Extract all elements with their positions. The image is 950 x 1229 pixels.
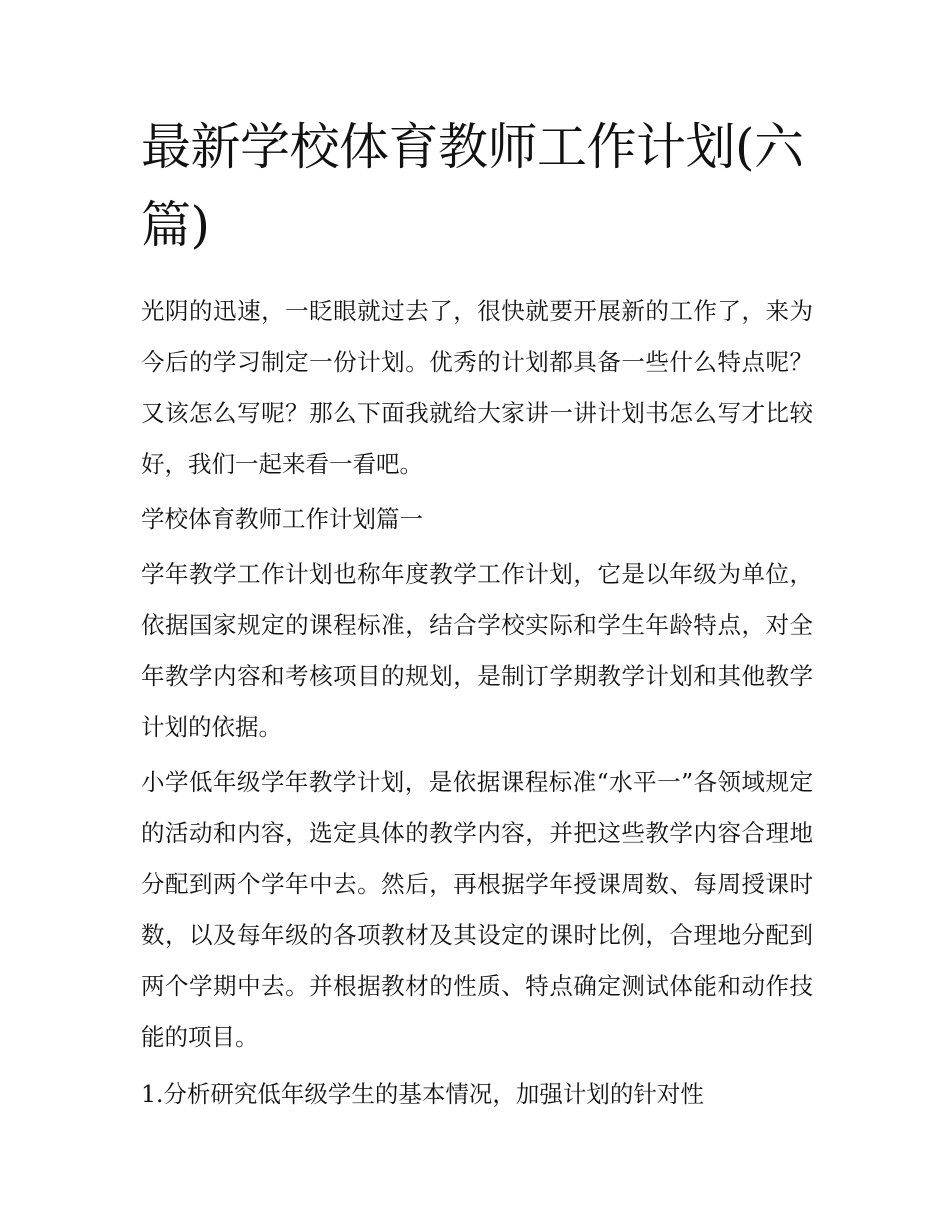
section-heading: 学校体育教师工作计划篇一 [141, 505, 423, 533]
intro-paragraph: 光阴的迅速，一眨眼就过去了，很快就要开展新的工作了，来为今后的学习制定一份计划。优秀的计划都具备一些什么特点呢？又该怎么写呢？那么下面我就给大家讲一讲计划书怎么写才比较好，我们一起来看一看吧。 [141, 297, 813, 478]
numbered-list-item: 1.分析研究低年级学生的基本情况，加强计划的针对性 [141, 1080, 704, 1108]
body-paragraph: 小学低年级学年教学计划，是依据课程标准“水平一”各领域规定的活动和内容，选定具体的教学内容，并把这些教学内容合理地分配到两个学年中去。然后，再根据学年授课周数、每周授课时数，以及每年级的各项教材及其设定的课时比例，合理地分配到两个学期中去。并根据教材的性质、特点确定测试体能和动作技能的项目。 [141, 768, 813, 1051]
document-body [141, 108, 813, 1120]
document-title: 最新学校体育教师工作计划(六篇) [141, 118, 804, 254]
body-paragraph: 学年教学工作计划也称年度教学工作计划，它是以年级为单位，依据国家规定的课程标准，结合学校实际和学生年龄特点，对全年教学内容和考核项目的规划，是制订学期教学计划和其他教学计划的依据。 [141, 560, 813, 741]
